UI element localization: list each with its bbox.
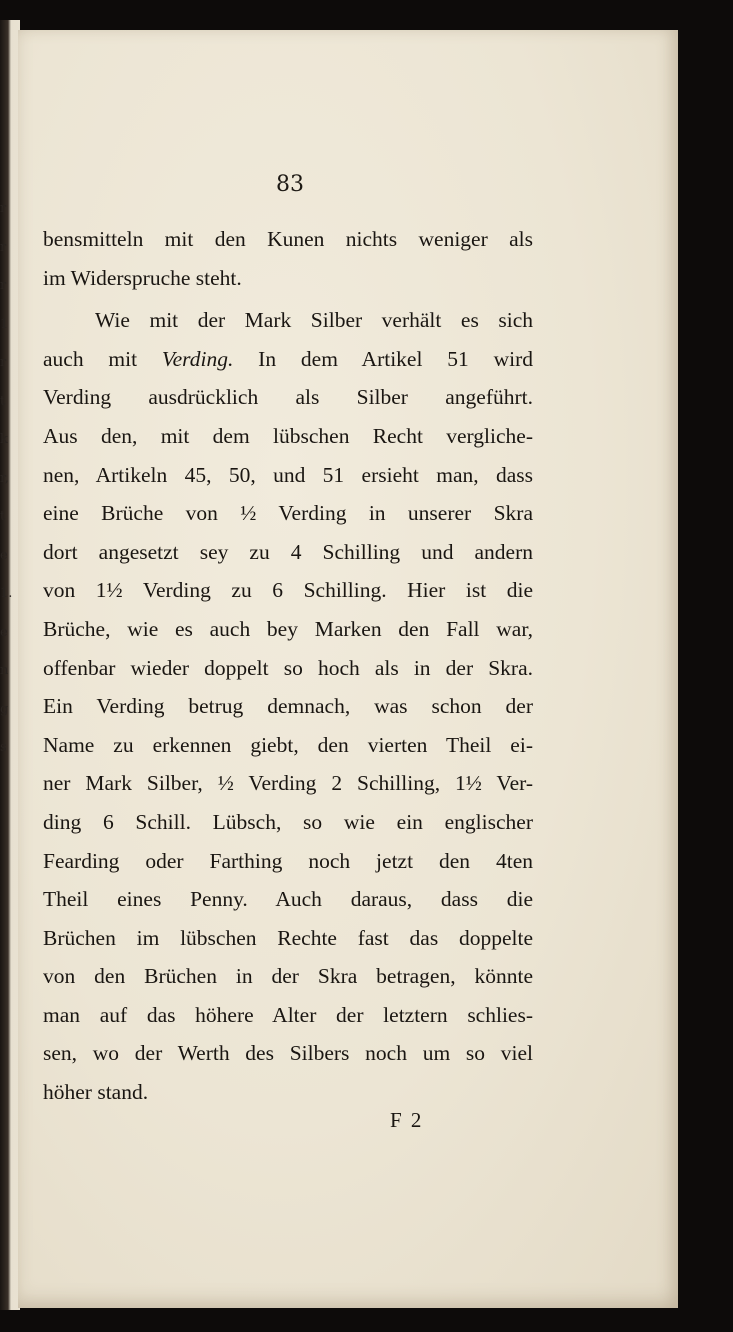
margin-letter: 1. — [0, 586, 13, 601]
italic-term: Verding. — [161, 346, 234, 371]
text-line: Brüche, wie es auch bey Marken den Fall war, — [43, 616, 533, 641]
text-line: offenbar wieder doppelt so hoch als in der Skra. — [43, 655, 533, 680]
margin-letter: e — [0, 547, 8, 563]
page-number: 83 — [276, 172, 304, 197]
text-line: Fearding oder Farthing noch jetzt den 4ten — [43, 848, 533, 873]
text-fragment: In dem Artikel 51 wird — [233, 346, 533, 371]
text-line: eine Brüche von ½ Verding in unserer Skra — [43, 501, 533, 526]
margin-letter: r — [0, 355, 7, 370]
margin-letter: 1 — [0, 316, 9, 332]
text-line: sen, wo der Werth des Silbers noch um so viel — [43, 1041, 533, 1066]
margin-letter: n — [0, 663, 9, 678]
text-line: Verding ausdrücklich als Silber angeführt. — [43, 385, 533, 410]
margin-letter: k — [0, 432, 8, 447]
text-line: ner Mark Silber, ½ Verding 2 Schilling, 1½ Ver- — [43, 771, 533, 796]
margin-letter: t — [0, 509, 6, 524]
margin-letter: s — [0, 740, 7, 755]
page-paper — [18, 30, 678, 1308]
text-fragment: auch mit — [43, 346, 162, 371]
text-line: Name zu erkennen giebt, den vierten Theil ei- — [43, 732, 533, 757]
text-line: im Widerspruche steht. — [43, 265, 242, 290]
text-line: Brüchen im lübschen Rechte fast das doppelte — [43, 925, 533, 950]
margin-letter: r, — [0, 470, 9, 486]
margin-letter: t — [0, 393, 6, 409]
text-line: bensmitteln mit den Kunen nichts weniger als — [43, 227, 533, 251]
text-line: nen, Artikeln 45, 50, und 51 ersieht man, dass — [43, 462, 533, 487]
margin-letter: r — [0, 201, 7, 216]
margin-letter: r — [0, 239, 7, 255]
text-line: ding 6 Schill. Lübsch, so wie ein englischer — [43, 809, 533, 834]
text-line-with-italic — [43, 340, 533, 379]
text-line: von den Brüchen in der Skra betragen, könnte — [43, 964, 533, 989]
margin-letter: g — [0, 701, 9, 717]
body-text — [43, 220, 533, 1112]
margin-letter: r — [0, 278, 7, 293]
signature-mark: F 2 — [390, 1108, 424, 1132]
text-line: Wie mit der Mark Silber verhält es sich — [95, 308, 533, 333]
text-line: Ein Verding betrug demnach, was schon der — [43, 694, 533, 719]
text-line: Theil eines Penny. Auch daraus, dass die — [43, 887, 533, 912]
text-line: höher stand. — [43, 1080, 149, 1105]
margin-letter: e — [0, 624, 8, 640]
previous-page-margin-letters — [0, 190, 12, 768]
text-line: von 1½ Verding zu 6 Schilling. Hier ist die — [43, 578, 533, 603]
text-line: Aus den, mit dem lübschen Recht vergliche- — [43, 423, 533, 448]
text-line: man auf das höhere Alter der letztern schlies- — [43, 1002, 533, 1027]
text-line: dort angesetzt sey zu 4 Schilling und andern — [43, 539, 533, 564]
